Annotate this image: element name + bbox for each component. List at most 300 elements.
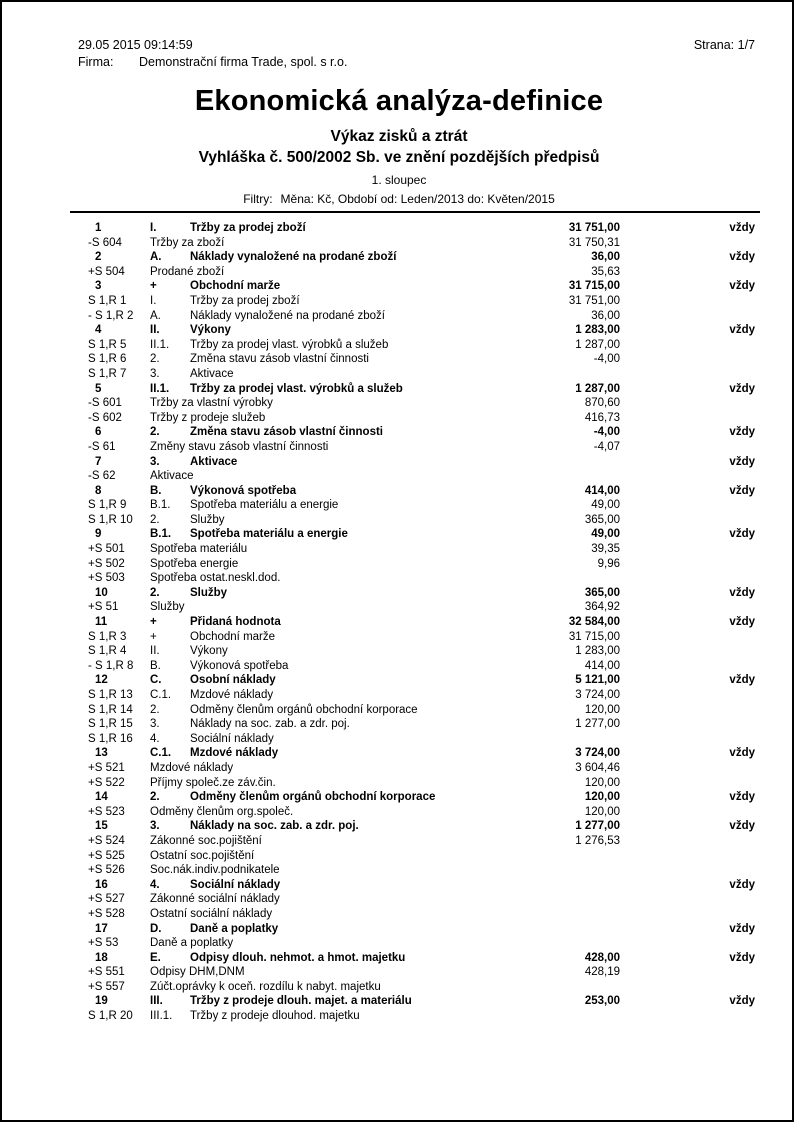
table-row xyxy=(88,367,755,382)
row-flag xyxy=(620,571,755,586)
row-label: Sociální náklady xyxy=(190,878,281,891)
page-number: Strana: 1/7 xyxy=(693,38,755,52)
table-row xyxy=(88,863,755,878)
row-value: -4,00 xyxy=(593,426,620,439)
row-index: C.1. xyxy=(150,689,172,701)
row-flag xyxy=(620,849,755,864)
row-account-code: +S 557 xyxy=(88,980,125,993)
row-label: Přidaná hodnota xyxy=(190,616,281,629)
row-flag xyxy=(620,513,755,528)
row-flag: vždy xyxy=(729,382,755,395)
row-label: Náklady na soc. zab. a zdr. poj. xyxy=(190,718,350,731)
row-index: E. xyxy=(150,951,161,964)
row-index: 2. xyxy=(150,703,160,716)
row-label: Sociální náklady xyxy=(190,732,274,745)
row-number: 7 xyxy=(95,455,102,468)
row-value: 1 287,00 xyxy=(575,382,620,395)
row-account-code: +S 521 xyxy=(88,761,125,774)
table-row xyxy=(88,688,755,703)
row-account-code: +S 53 xyxy=(88,937,119,950)
table-row xyxy=(88,440,755,455)
row-flag xyxy=(620,236,755,251)
row-label: Služby xyxy=(190,513,225,526)
row-flag: vždy xyxy=(729,426,755,439)
row-account-code: S 1,R 13 xyxy=(88,689,133,701)
row-flag xyxy=(620,294,755,309)
row-flag xyxy=(620,732,755,747)
row-index: I. xyxy=(150,222,157,234)
row-flag xyxy=(620,600,755,615)
row-value: 120,00 xyxy=(584,805,620,818)
row-account-code: S 1,R 3 xyxy=(88,630,127,643)
row-index: C.1. xyxy=(150,747,172,760)
row-flag xyxy=(620,936,755,951)
rows-container xyxy=(88,221,755,1024)
table-row xyxy=(88,936,755,951)
row-label: Změny stavu zásob vlastní činnosti xyxy=(150,440,329,453)
row-value: 414,00 xyxy=(584,659,620,672)
row-account-code: +S 504 xyxy=(88,265,125,278)
row-index: A. xyxy=(150,309,161,322)
row-number: 9 xyxy=(95,528,102,541)
row-flag: vždy xyxy=(729,222,755,234)
table-row xyxy=(88,630,755,645)
row-flag xyxy=(620,557,755,572)
row-index: II. xyxy=(150,645,160,658)
row-index: 2. xyxy=(150,513,160,526)
row-account-code: +S 523 xyxy=(88,805,125,818)
row-flag xyxy=(620,411,755,426)
table-row xyxy=(88,746,755,761)
table-row xyxy=(88,455,755,470)
row-label: Mzdové náklady xyxy=(190,689,274,701)
row-label: Tržby za zboží xyxy=(150,236,225,249)
row-label: Náklady na soc. zab. a zdr. poj. xyxy=(190,820,359,833)
row-value: 870,60 xyxy=(584,397,620,410)
row-value: 31 750,31 xyxy=(568,236,620,249)
row-label: Náklady vynaložené na prodané zboží xyxy=(190,309,385,322)
row-flag xyxy=(620,703,755,718)
table-row xyxy=(88,1009,755,1024)
row-label: Náklady vynaložené na prodané zboží xyxy=(190,251,397,264)
row-value xyxy=(510,936,620,951)
row-label: Aktivace xyxy=(150,470,194,483)
row-value xyxy=(510,980,620,995)
row-label: Tržby z prodeje služeb xyxy=(150,411,266,424)
table-row xyxy=(88,484,755,499)
table-row xyxy=(88,849,755,864)
row-account-code: S 1,R 4 xyxy=(88,645,127,658)
table-row xyxy=(88,309,755,324)
row-number: 3 xyxy=(95,280,102,293)
table-row xyxy=(88,586,755,601)
row-flag: vždy xyxy=(729,251,755,264)
row-number: 18 xyxy=(95,951,108,964)
row-flag: vždy xyxy=(729,820,755,833)
row-account-code: +S 526 xyxy=(88,864,125,877)
row-number: 14 xyxy=(95,791,108,804)
table-row xyxy=(88,425,755,440)
table-row xyxy=(88,265,755,280)
row-account-code: +S 51 xyxy=(88,601,119,614)
row-value xyxy=(510,469,620,484)
table-row xyxy=(88,236,755,251)
row-index: + xyxy=(150,280,157,293)
row-label: Služby xyxy=(150,601,185,614)
row-number: 2 xyxy=(95,251,102,264)
row-label: Odměny členům orgánů obchodní korporace xyxy=(190,791,436,804)
table-row xyxy=(88,761,755,776)
row-account-code: +S 525 xyxy=(88,849,125,862)
table-row xyxy=(88,396,755,411)
row-flag xyxy=(620,805,755,820)
row-account-code: +S 502 xyxy=(88,557,125,570)
row-index: II.1. xyxy=(150,338,170,351)
row-value: 1 283,00 xyxy=(575,645,620,658)
table-row xyxy=(88,922,755,937)
row-account-code: +S 524 xyxy=(88,834,125,847)
row-index: II.1. xyxy=(150,382,170,395)
row-index: B. xyxy=(150,484,162,497)
row-number: 1 xyxy=(95,222,102,234)
row-label: Výkonová spotřeba xyxy=(190,484,297,497)
row-index: 3. xyxy=(150,455,160,468)
row-index: 2. xyxy=(150,353,160,366)
company-line xyxy=(78,55,347,70)
row-flag: vždy xyxy=(729,995,755,1008)
row-value xyxy=(510,922,620,937)
table-row xyxy=(88,323,755,338)
row-label: Osobní náklady xyxy=(190,674,276,687)
row-label: Obchodní marže xyxy=(190,630,276,643)
row-value: 253,00 xyxy=(584,995,620,1008)
row-value: 39,35 xyxy=(591,543,620,556)
row-value xyxy=(510,367,620,382)
row-index: D. xyxy=(150,922,162,935)
row-flag xyxy=(620,717,755,732)
row-value xyxy=(510,863,620,878)
table-row xyxy=(88,571,755,586)
table-row xyxy=(88,557,755,572)
row-flag xyxy=(620,630,755,645)
table-row xyxy=(88,542,755,557)
row-index: A. xyxy=(150,251,162,264)
row-value: 3 724,00 xyxy=(575,747,620,760)
filters-label: Filtry: xyxy=(243,192,273,206)
row-flag xyxy=(620,965,755,980)
row-number: 19 xyxy=(95,995,108,1008)
table-row xyxy=(88,221,755,236)
row-label: Spotřeba materiálu xyxy=(150,543,248,556)
row-label: Aktivace xyxy=(190,367,234,380)
row-flag xyxy=(620,907,755,922)
row-index: II. xyxy=(150,324,160,337)
row-number: 16 xyxy=(95,878,108,891)
table-row xyxy=(88,382,755,397)
row-number: 13 xyxy=(95,747,108,760)
row-account-code: S 1,R 6 xyxy=(88,353,127,366)
row-label: Mzdové náklady xyxy=(190,747,279,760)
table-row xyxy=(88,498,755,513)
table-row xyxy=(88,600,755,615)
table-row xyxy=(88,703,755,718)
row-value: 120,00 xyxy=(584,776,620,789)
table-row xyxy=(88,907,755,922)
row-account-code: -S 62 xyxy=(88,470,116,483)
row-value: 36,00 xyxy=(591,309,620,322)
table-row xyxy=(88,980,755,995)
table-row xyxy=(88,878,755,893)
filters-value: Měna: Kč, Období od: Leden/2013 do: Květen/2015 xyxy=(280,192,555,206)
row-label: Tržby za prodej zboží xyxy=(190,222,306,234)
row-value: 364,92 xyxy=(584,601,620,614)
table-row xyxy=(88,527,755,542)
row-account-code: +S 503 xyxy=(88,572,125,585)
row-label: Zúčt.oprávky k oceň. rozdílu k nabyt. majetku xyxy=(150,980,381,993)
row-value xyxy=(510,732,620,747)
row-value: 1 283,00 xyxy=(575,324,620,337)
row-label: Soc.nák.indiv.podnikatele xyxy=(150,864,280,877)
row-flag: vždy xyxy=(729,528,755,541)
row-flag: vždy xyxy=(729,951,755,964)
row-label: Daně a poplatky xyxy=(150,937,234,950)
row-index: III.1. xyxy=(150,1010,173,1023)
row-flag: vždy xyxy=(729,324,755,337)
row-flag: vždy xyxy=(729,616,755,629)
row-flag xyxy=(620,761,755,776)
row-label: Výkonová spotřeba xyxy=(190,659,289,672)
row-account-code: S 1,R 7 xyxy=(88,367,127,380)
row-flag xyxy=(620,469,755,484)
row-value xyxy=(510,892,620,907)
row-index: 2. xyxy=(150,426,160,439)
row-account-code: +S 528 xyxy=(88,907,125,920)
row-flag xyxy=(620,644,755,659)
row-label: Obchodní marže xyxy=(190,280,281,293)
row-value: 120,00 xyxy=(584,703,620,716)
table-row xyxy=(88,994,755,1009)
row-value: 31 715,00 xyxy=(568,280,620,293)
row-flag xyxy=(620,892,755,907)
row-label: Prodané zboží xyxy=(150,265,225,278)
row-value: 428,00 xyxy=(584,951,620,964)
row-value xyxy=(510,849,620,864)
row-index: + xyxy=(150,630,157,643)
row-label: Výkony xyxy=(190,645,228,658)
row-flag: vždy xyxy=(729,455,755,468)
row-value: 1 277,00 xyxy=(575,820,620,833)
row-flag: vždy xyxy=(729,878,755,891)
row-index: 2. xyxy=(150,586,160,599)
row-label: Příjmy společ.ze záv.čin. xyxy=(150,776,276,789)
row-value: 36,00 xyxy=(591,251,620,264)
row-value: -4,07 xyxy=(593,440,620,453)
row-flag: vždy xyxy=(729,922,755,935)
row-account-code: S 1,R 20 xyxy=(88,1010,133,1023)
row-index: I. xyxy=(150,294,157,307)
row-value: 35,63 xyxy=(591,265,620,278)
row-value xyxy=(510,571,620,586)
table-row xyxy=(88,805,755,820)
table-row xyxy=(88,352,755,367)
row-label: Tržby z prodeje dlouhod. majetku xyxy=(190,1010,360,1023)
row-flag xyxy=(620,396,755,411)
row-label: Zákonné soc.pojištění xyxy=(150,834,262,847)
report-title: Ekonomická analýza-definice xyxy=(194,85,604,117)
row-label: Spotřeba ostat.neskl.dod. xyxy=(150,572,281,585)
table-row xyxy=(88,892,755,907)
header-divider xyxy=(70,211,760,213)
table-row xyxy=(88,965,755,980)
row-index: 4. xyxy=(150,732,160,745)
table-row xyxy=(88,951,755,966)
table-row xyxy=(88,279,755,294)
row-label: Tržby za vlastní výrobky xyxy=(150,397,273,410)
row-value: 31 715,00 xyxy=(568,630,620,643)
row-number: 17 xyxy=(95,922,108,935)
row-index: + xyxy=(150,616,157,629)
row-label: Odměny členům orgánů obchodní korporace xyxy=(190,703,418,716)
row-flag: vždy xyxy=(729,791,755,804)
row-number: 6 xyxy=(95,426,102,439)
row-number: 15 xyxy=(95,820,108,833)
company-name: Demonstrační firma Trade, spol. s r.o. xyxy=(139,55,348,69)
row-value: 1 287,00 xyxy=(575,338,620,351)
row-label: Spotřeba energie xyxy=(150,557,239,570)
row-flag xyxy=(620,659,755,674)
row-flag xyxy=(620,352,755,367)
table-row xyxy=(88,732,755,747)
row-account-code: -S 602 xyxy=(88,411,122,424)
row-flag xyxy=(620,367,755,382)
row-flag xyxy=(620,1009,755,1024)
row-index: C. xyxy=(150,674,162,687)
row-value xyxy=(510,455,620,470)
table-row xyxy=(88,513,755,528)
table-row xyxy=(88,644,755,659)
row-number: 12 xyxy=(95,674,108,687)
row-flag: vždy xyxy=(729,747,755,760)
row-value: 31 751,00 xyxy=(568,294,620,307)
row-label: Ostatní soc.pojištění xyxy=(150,849,255,862)
table-row xyxy=(88,819,755,834)
row-index: B.1. xyxy=(150,528,172,541)
row-label: Tržby za prodej zboží xyxy=(190,294,300,307)
row-label: Ostatní sociální náklady xyxy=(150,907,273,920)
filters-line xyxy=(2,192,794,206)
row-number: 8 xyxy=(95,484,102,497)
row-label: Odpisy DHM,DNM xyxy=(150,966,245,979)
row-value: 49,00 xyxy=(591,499,620,512)
row-flag xyxy=(620,542,755,557)
row-flag: vždy xyxy=(729,586,755,599)
row-account-code: S 1,R 1 xyxy=(88,294,127,307)
row-value: 5 121,00 xyxy=(575,674,620,687)
row-flag: vždy xyxy=(729,280,755,293)
row-account-code: S 1,R 9 xyxy=(88,499,127,512)
row-flag xyxy=(620,498,755,513)
row-flag xyxy=(620,338,755,353)
row-label: Aktivace xyxy=(190,455,238,468)
row-account-code: S 1,R 15 xyxy=(88,718,133,731)
table-row xyxy=(88,469,755,484)
row-value xyxy=(510,878,620,893)
row-index: B.1. xyxy=(150,499,171,512)
row-flag xyxy=(620,440,755,455)
row-value: 365,00 xyxy=(584,586,620,599)
row-index: B. xyxy=(150,659,161,672)
row-index: 3. xyxy=(150,718,160,731)
row-label: Změna stavu zásob vlastní činnosti xyxy=(190,426,383,439)
row-value xyxy=(510,1009,620,1024)
row-account-code: S 1,R 10 xyxy=(88,513,133,526)
row-flag xyxy=(620,980,755,995)
table-row xyxy=(88,250,755,265)
row-value: -4,00 xyxy=(593,353,620,366)
table-row xyxy=(88,411,755,426)
row-account-code: +S 522 xyxy=(88,776,125,789)
row-index: 4. xyxy=(150,878,160,891)
row-account-code: -S 604 xyxy=(88,236,122,249)
table-row xyxy=(88,615,755,630)
table-row xyxy=(88,717,755,732)
row-account-code: -S 61 xyxy=(88,440,116,453)
report-subtitle: Výkaz zisků a ztrát xyxy=(330,128,468,145)
row-flag xyxy=(620,863,755,878)
row-index: 3. xyxy=(150,367,160,380)
row-label: Služby xyxy=(190,586,228,599)
table-row xyxy=(88,673,755,688)
row-account-code: S 1,R 5 xyxy=(88,338,127,351)
row-number: 11 xyxy=(95,616,108,629)
row-value: 120,00 xyxy=(584,791,620,804)
row-label: Tržby za prodej vlast. výrobků a služeb xyxy=(190,382,403,395)
row-value: 32 584,00 xyxy=(568,616,620,629)
row-label: Odměny členům org.společ. xyxy=(150,805,294,818)
row-flag xyxy=(620,834,755,849)
row-label: Tržby z prodeje dlouh. majet. a materiálu xyxy=(190,995,412,1008)
row-account-code: +S 501 xyxy=(88,543,125,556)
table-row xyxy=(88,338,755,353)
row-index: III. xyxy=(150,995,163,1008)
table-row xyxy=(88,294,755,309)
row-account-code: S 1,R 16 xyxy=(88,732,133,745)
row-value: 416,73 xyxy=(584,411,620,424)
row-flag xyxy=(620,776,755,791)
row-flag xyxy=(620,265,755,280)
row-account-code: -S 601 xyxy=(88,397,122,410)
row-account-code: S 1,R 14 xyxy=(88,703,133,716)
row-value xyxy=(510,907,620,922)
table-row xyxy=(88,834,755,849)
row-label: Mzdové náklady xyxy=(150,761,234,774)
table-row xyxy=(88,790,755,805)
row-index: 3. xyxy=(150,820,160,833)
table-row xyxy=(88,776,755,791)
row-value: 3 724,00 xyxy=(575,689,620,701)
row-label: Spotřeba materiálu a energie xyxy=(190,499,339,512)
row-label: Změna stavu zásob vlastní činnosti xyxy=(190,353,369,366)
row-flag: vždy xyxy=(729,484,755,497)
row-label: Spotřeba materiálu a energie xyxy=(190,528,348,541)
row-value: 428,19 xyxy=(584,966,620,979)
row-number: 10 xyxy=(95,586,108,599)
row-value: 3 604,46 xyxy=(575,761,620,774)
row-number: 5 xyxy=(95,382,102,395)
row-value: 31 751,00 xyxy=(568,222,620,234)
row-flag xyxy=(620,309,755,324)
row-account-code: - S 1,R 8 xyxy=(88,659,134,672)
